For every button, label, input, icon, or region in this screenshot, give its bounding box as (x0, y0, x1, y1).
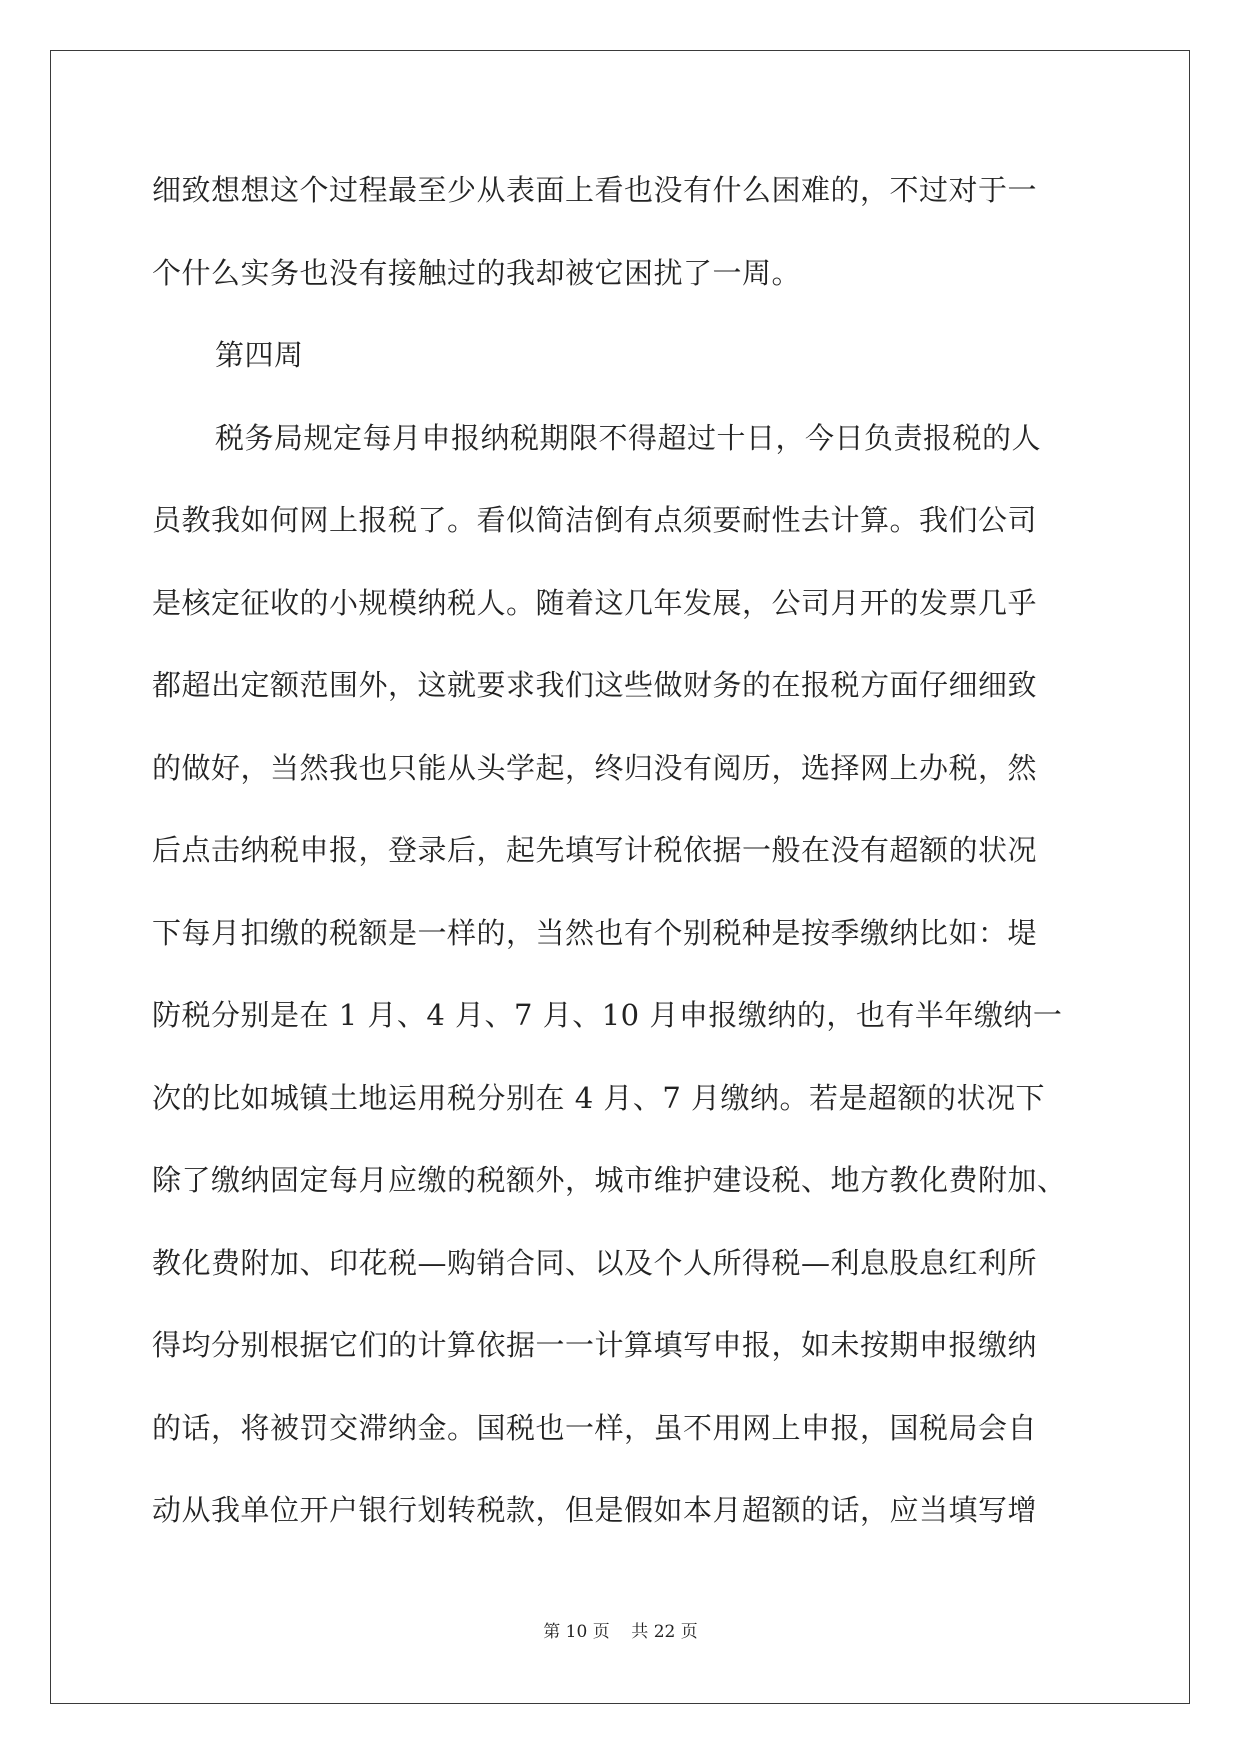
text-line: 细致想想这个过程最至少从表面上看也没有什么困难的，不过对于一 (152, 173, 1038, 207)
text-line: 除了缴纳固定每月应缴的税额外，城市维护建设税、地方教化费附加、 (152, 1163, 1067, 1197)
section-heading: 第四周 (215, 338, 304, 372)
text-line: 得均分别根据它们的计算依据一一计算填写申报，如未按期申报缴纳 (152, 1328, 1038, 1362)
text-line: 动从我单位开户银行划转税款，但是假如本月超额的话，应当填写增 (152, 1493, 1038, 1527)
text-line: 防税分别是在 1 月、4 月、7 月、10 月申报缴纳的，也有半年缴纳一 (152, 998, 1063, 1032)
text-line: 的做好，当然我也只能从头学起，终归没有阅历，选择网上办税，然 (152, 750, 1038, 785)
text-line: 员教我如何网上报税了。看似简洁倒有点须要耐性去计算。我们公司 (152, 503, 1038, 537)
text-line: 教化费附加、印花税—购销合同、以及个人所得税—利息股息红利所 (152, 1245, 1038, 1280)
paragraph-first-line: 税务局规定每月申报纳税期限不得超过十日，今日负责报税的人 (215, 420, 1042, 455)
text-line: 的话，将被罚交滞纳金。国税也一样，虽不用网上申报，国税局会自 (152, 1410, 1038, 1445)
text-line: 是核定征收的小规模纳税人。随着这几年发展，公司月开的发票几乎 (152, 585, 1038, 620)
text-line: 下每月扣缴的税额是一样的，当然也有个别税种是按季缴纳比如：堤 (152, 915, 1038, 950)
text-line: 都超出定额范围外，这就要求我们这些做财务的在报税方面仔细细致 (152, 668, 1038, 702)
text-line: 个什么实务也没有接触过的我却被它困扰了一周。 (152, 255, 802, 290)
text-line: 后点击纳税申报，登录后，起先填写计税依据一般在没有超额的状况 (152, 833, 1038, 867)
page-number-footer: 第 10 页 共 22 页 (543, 1622, 698, 1642)
body-text (152, 166, 1112, 1569)
text-line: 次的比如城镇土地运用税分别在 4 月、7 月缴纳。若是超额的状况下 (152, 1080, 1046, 1115)
